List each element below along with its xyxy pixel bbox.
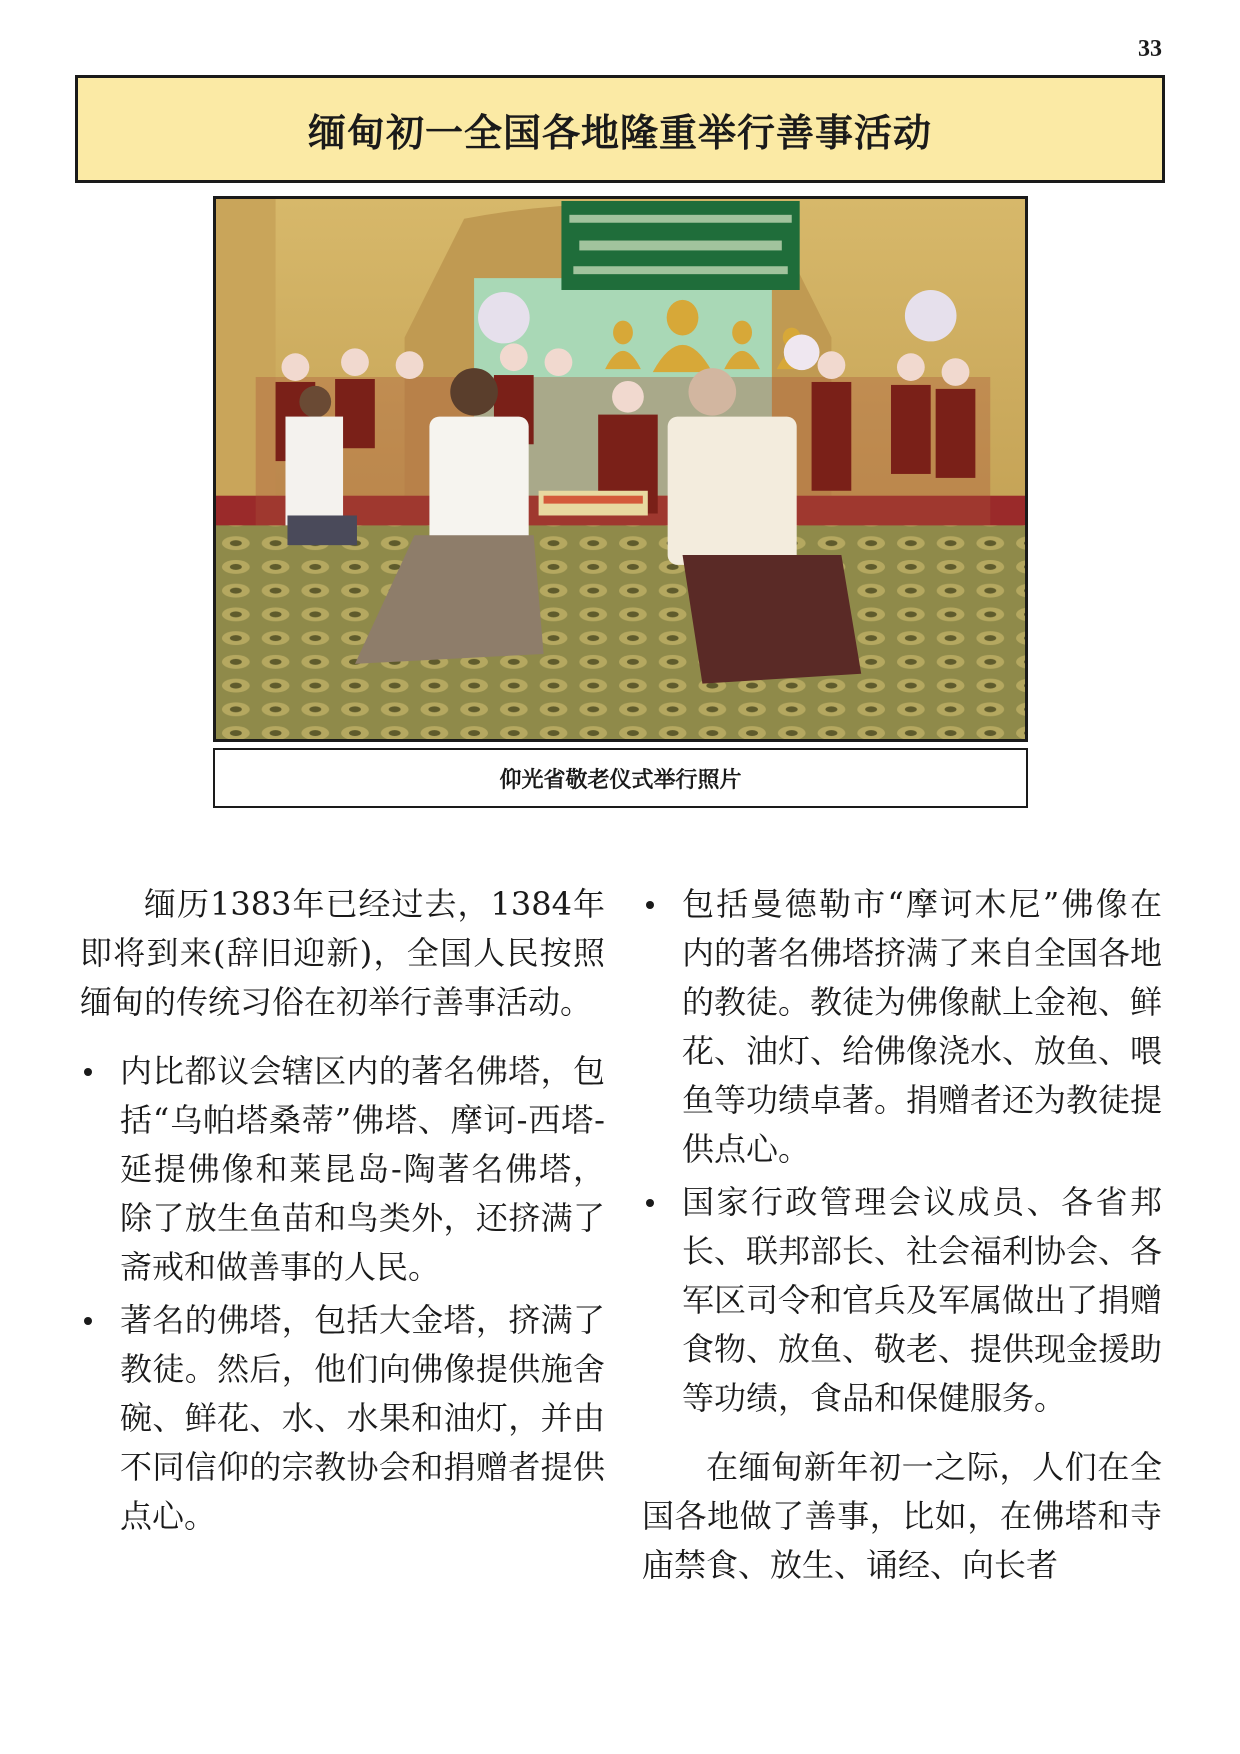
list-item: 国家行政管理会议成员、各省邦长、联邦部长、社会福利协会、各军区司令和官兵及军属做出了捐赠食物、放鱼、敬老、提供现金援助等功绩，食品和保健服务。 xyxy=(642,1178,1162,1423)
article-title: 缅甸初一全国各地隆重举行善事活动 xyxy=(307,110,932,155)
photo xyxy=(213,196,1028,742)
closing-paragraph: 在缅甸新年初一之际，人们在全国各地做了善事，比如，在佛塔和寺庙禁食、放生、诵经、向长者 xyxy=(642,1448,1162,1584)
list-item: 内比都议会辖区内的著名佛塔，包括“乌帕塔桑蒂”佛塔、摩诃-西塔-延提佛像和莱昆岛-陶著名佛塔，除了放生鱼苗和鸟类外，还挤满了斋戒和做善事的人民。 xyxy=(80,1047,605,1292)
right-bullet-list xyxy=(642,880,1162,1423)
left-bullet-list xyxy=(80,1047,605,1541)
intro-paragraph: 缅历1383年已经过去，1384年即将到来(辞旧迎新)，全国人民按照缅甸的传统习俗在初举行善事活动。 xyxy=(80,885,605,1021)
left-column xyxy=(80,880,605,1561)
photo-caption: 仰光省敬老仪式举行照片 xyxy=(499,767,742,793)
list-item: 著名的佛塔，包括大金塔，挤满了教徒。然后，他们向佛像提供施舍碗、鲜花、水、水果和油灯，并由不同信仰的宗教协会和捐赠者提供点心。 xyxy=(80,1296,605,1541)
ceremony-photo-icon xyxy=(216,199,1025,739)
page-number: 33 xyxy=(1138,36,1162,62)
right-column xyxy=(642,880,1162,1610)
title-banner xyxy=(75,75,1165,183)
list-item: 包括曼德勒市“摩诃木尼”佛像在内的著名佛塔挤满了来自全国各地的教徒。教徒为佛像献上金袍、鲜花、油灯、给佛像浇水、放鱼、喂鱼等功绩卓著。捐赠者还为教徒提供点心。 xyxy=(642,880,1162,1174)
photo-caption-box xyxy=(213,748,1028,808)
